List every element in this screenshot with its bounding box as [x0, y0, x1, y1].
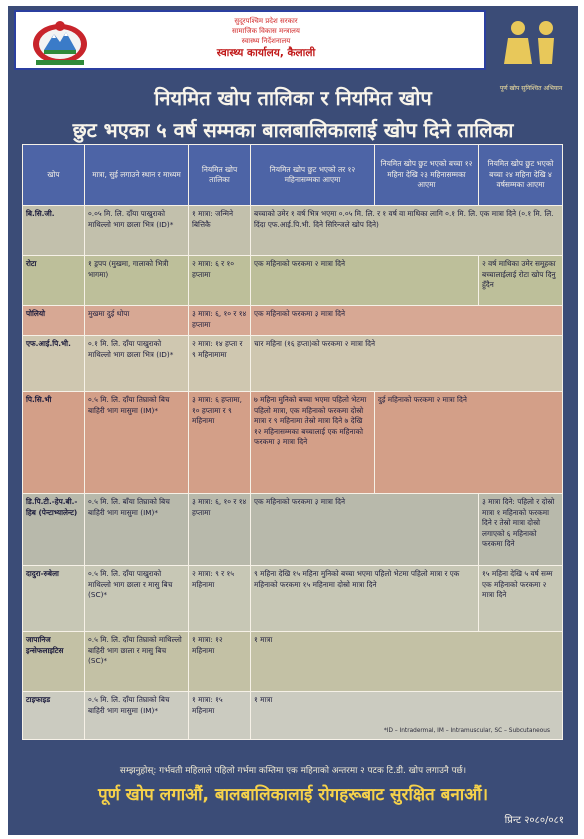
children-logo-icon [490, 14, 574, 70]
dose-cell: ०.५ मि. लि. दाँया तिघ्राको बिच बाहिरी भाग मासुमा (IM)* [85, 392, 189, 494]
table-row-pcv [23, 392, 563, 494]
table-row-mr [23, 566, 563, 632]
schedule-cell: ३ मात्रा: ६, १० र १४ हप्तामा [189, 306, 251, 336]
table-row-polio [23, 306, 563, 336]
header-dose: मात्रा, सुई लगाउने स्थान र माध्यम [85, 145, 189, 206]
catchup-cell-12m-plus: दुई महिनाको फरकमा २ मात्रा दिने [375, 392, 563, 494]
vaccine-name: दादुरा-रुबेला [23, 566, 85, 632]
vaccine-name: डि.पि.टी.-हेप.बी.-हिब (पेन्टाभ्यालेन्ट) [23, 494, 85, 566]
dose-cell: ०.०५ मि. लि. दाँया पाखुराको माथिल्लो भाग छाला भित्र (ID)* [85, 206, 189, 256]
table-row-fipv [23, 336, 563, 392]
poster-title-line1: नियमित खोप तालिका र नियमित खोप [154, 86, 432, 110]
print-label: प्रिन्ट २०८०/०८१ [504, 815, 564, 826]
poster-title-line2: छुट भएका ५ वर्ष सम्मका बालबालिकालाई खोप दिने तालिका [72, 118, 514, 142]
schedule-cell: १ मात्रा: जन्मिने बित्तिकै [189, 206, 251, 256]
catchup-cell: १ मात्रा [251, 632, 563, 692]
schedule-cell: ३ मात्रा: ६, १० र १४ हप्तामा [189, 494, 251, 566]
dose-cell: ०.१ मि. लि. दाँया पाखुराको माथिल्लो भाग छाला भित्र (ID)* [85, 336, 189, 392]
table-header-row [23, 145, 563, 206]
organization-block [166, 16, 366, 60]
campaign-slogan: पूर्ण खोप लगाऔं, बालबालिकालाई रोगहरूबाट सुरक्षित बनाऔं। [97, 785, 489, 805]
catchup-cell-24m: १५ महिना देखि ५ वर्ष सम्म एक महिनाको फरकमा २ मात्रा दिने [479, 566, 563, 632]
vaccine-name: रोटा [23, 256, 85, 306]
dose-cell: ०.५ मि. लि. दाँया तिघ्राको माथिल्लो बाहिरी भाग छाला र मासु बिच (SC)* [85, 632, 189, 692]
reminder-note: सम्झनुहोस्: गर्भवती महिलाले पहिलो गर्भमा कम्तिमा एक महिनाको अन्तरमा २ पटक टि.डी. खोप लगाउनै पर्छ। [119, 766, 467, 776]
schedule-cell: २ मात्रा: १४ हप्ता र ९ महिनामामा [189, 336, 251, 392]
vaccine-name: पोलियो [23, 306, 85, 336]
office-banner [14, 10, 486, 70]
abbreviation-footnote: *ID – Intradermal, IM – Intramuscular, SC – Subcutaneous [383, 727, 550, 734]
office-name: स्वास्थ्य कार्यालय, कैलाली [216, 47, 316, 59]
dose-cell: १ ड्रपप (मुखमा, गालाको भित्री भागमा) [85, 256, 189, 306]
catchup-cell: एक महिनाको फरकमा २ मात्रा दिने [251, 256, 479, 306]
dose-cell: ०.५ मि. लि. दाँया पाखुराको माथिल्लो भाग छाला र मासु बिच (SC)* [85, 566, 189, 632]
government-emblem-icon [30, 18, 90, 66]
header-catchup-24m-4y: नियमित खोप छुट भएको बच्चा २४ महिना देखि ४ वर्षसम्मका आएमा [479, 145, 563, 206]
schedule-cell: ३ मात्रा: ६ हप्तामा, १० हप्तामा र ९ महिनामा [189, 392, 251, 494]
vaccine-name: टाइफाइड [23, 692, 85, 740]
org-line1: सुदूरपश्चिम प्रदेश सरकार [234, 17, 298, 25]
dose-cell: ०.५ मि. लि. दाँया तिघ्राको बिच बाहिरी भाग मासुमा (IM)* [85, 692, 189, 740]
header-vaccine: खोप [23, 145, 85, 206]
header-catchup-12m: नियमित खोप छुट भएको तर १२ महिनासम्मका आएमा [251, 145, 375, 206]
vaccine-name: एफ.आई.पि.भी. [23, 336, 85, 392]
table-row-je [23, 632, 563, 692]
vaccine-name: बि.सि.जी. [23, 206, 85, 256]
vaccination-schedule-table [22, 144, 563, 740]
catchup-cell: ९ महिना देखि १५ महिना मुनिको बच्चा भएमा पहिलो भेटमा पहिलो मात्रा र एक महिनाको फरकमा १५ महिनामा दोस्रो मात्रा दिने [251, 566, 479, 632]
header-schedule: नियमित खोप तालिका [189, 145, 251, 206]
schedule-cell: २ मात्रा: ९ र १५ महिनामा [189, 566, 251, 632]
catchup-cell-24m: ३ मात्रा दिने: पहिलो र दोस्रो मात्रा १ महिनाको फरकमा दिने र तेस्रो मात्रा दोस्रो लगाएको ६ महिनाको फरकमा दिने [479, 494, 563, 566]
schedule-cell: १ मात्रा: १२ महिनामा [189, 632, 251, 692]
schedule-cell: १ मात्रा: १५ महिनामा [189, 692, 251, 740]
vaccine-name: जापानिज इन्सेफलाइटिस [23, 632, 85, 692]
table-row-typhoid [23, 692, 563, 740]
catchup-cell: चार महिना (१६ हप्ता)को फरकमा २ मात्रा दिने [251, 336, 563, 392]
header-catchup-12-23m: नियमित खोप छुट भएको बच्चा १२ महिना देखि २३ महिनासम्मका आएमा [375, 145, 479, 206]
dose-cell: ०.५ मि. लि. बाँया तिघ्राको बिच बाहिरी भाग मासुमा (IM)* [85, 494, 189, 566]
catchup-text: १ मात्रा [254, 695, 273, 704]
vaccination-poster [8, 6, 578, 835]
campaign-caption: पूर्ण खोप सुनिश्चित अभियान [499, 85, 563, 92]
catchup-cell [251, 692, 563, 740]
vaccine-name: पि.सि.भी [23, 392, 85, 494]
org-line2: सामाजिक विकास मन्त्रालय [232, 27, 300, 35]
table-row-rota [23, 256, 563, 306]
dose-cell: मुखमा दुई थोपा [85, 306, 189, 336]
catchup-cell-24m: २ वर्ष माथिका उमेर समूहका बच्चालाईलाई रोटा खोप दिनु हुँदैन [479, 256, 563, 306]
org-line3: स्वास्थ्य निर्देशनालय [241, 37, 291, 45]
catchup-cell: एक महिनाको फरकमा ३ मात्रा दिने [251, 494, 479, 566]
catchup-cell: बच्चाको उमेर १ वर्ष भित्र भएमा ०.०५ मि. लि. र १ वर्ष वा माथिका लागि ०.१ मि. लि. एक मात्रा दिने (०.१ मि. लि. दिंदा एफ.आई.पि.भी. दिने सिरिन्जले खोप दिने) [251, 206, 563, 256]
table-row-pentavalent [23, 494, 563, 566]
table-row-bcg [23, 206, 563, 256]
schedule-cell: २ मात्रा: ६ र १० हप्तामा [189, 256, 251, 306]
poster-header [8, 6, 578, 72]
catchup-cell: ७ महिना मुनिको बच्चा भएमा पहिलो भेटमा पहिलो मात्रा, एक महिनाको फरकमा दोस्रो मात्रा र ९ महिनामा तेस्रो मात्रा दिने ७ देखि १२ महिनासम्मका बच्चालाई एक महिनाको फरकमा ३ मात्रा दिने [251, 392, 375, 494]
catchup-cell: एक महिनाको फरकमा ३ मात्रा दिने [251, 306, 563, 336]
